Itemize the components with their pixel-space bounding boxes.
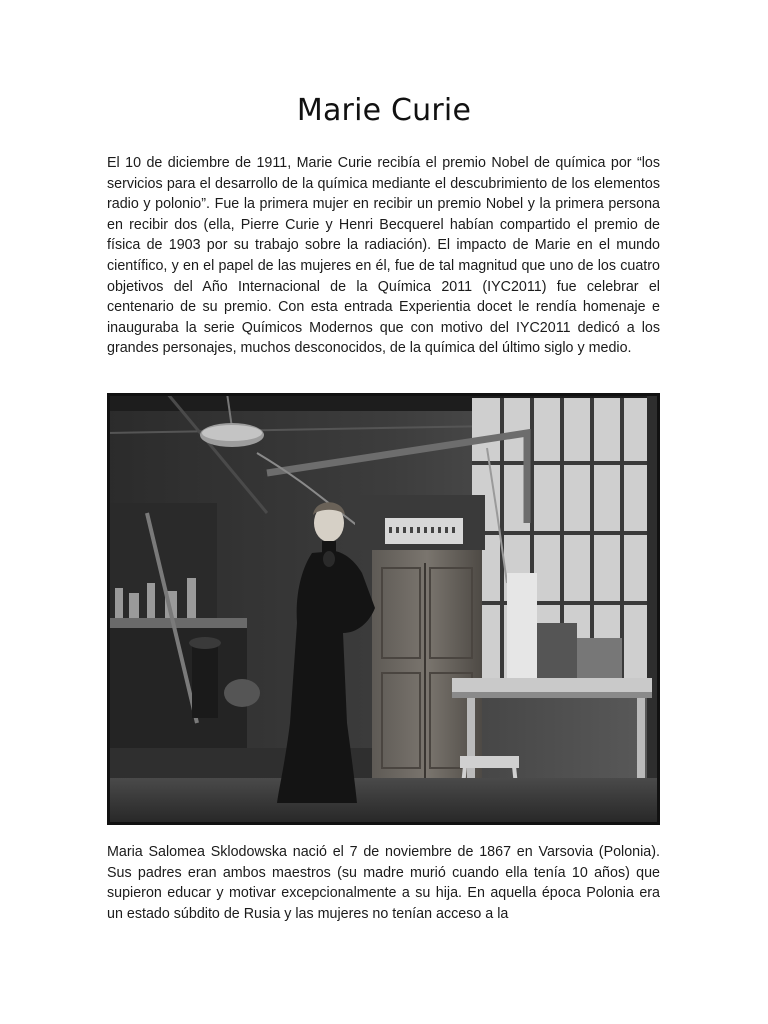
intro-paragraph: El 10 de diciembre de 1911, Marie Curie recibía el premio Nobel de química por “los servicios para el desarrollo de la química mediante el descubrimiento de los elementos radio y polonio”. Fue la primera mujer en recibir un premio Nobel y la primera persona en recibir dos (ella, Pierre Curie y Henri Becquerel habían compartido el premio de física de 1903 por su trabajo sobre la radiación). El impacto de Marie en el mundo científico, y en el papel de las mujeres en él, fue de tal magnitud que uno de los cuatro objetivos del Año Internacional de la Química 2011 (IYC2011) fue celebrar el centenario de su premio. Con esta entrada Experientia docet le rendía homenaje e inauguraba la serie Químicos Modernos que con motivo del IYC2011 dedicó a los grandes personajes, muchos desconocidos, de la química del último siglo y medio.	[107, 155, 660, 357]
lab-photograph	[107, 393, 660, 825]
electrometer-box	[355, 495, 485, 550]
page-title: Marie Curie	[296, 93, 472, 128]
cabinet	[372, 543, 482, 778]
biography-paragraph: Maria Salomea Sklodowska nació el 7 de noviembre de 1867 en Varsovia (Polonia). Sus padres eran ambos maestros (su madre murió cuando ella tenía 10 años) que supieron educar y motivar excepcionalmente a su hija. En aquella época Polonia era un estado súbdito de Rusia y las mujeres no tenían acceso a la	[107, 844, 660, 922]
